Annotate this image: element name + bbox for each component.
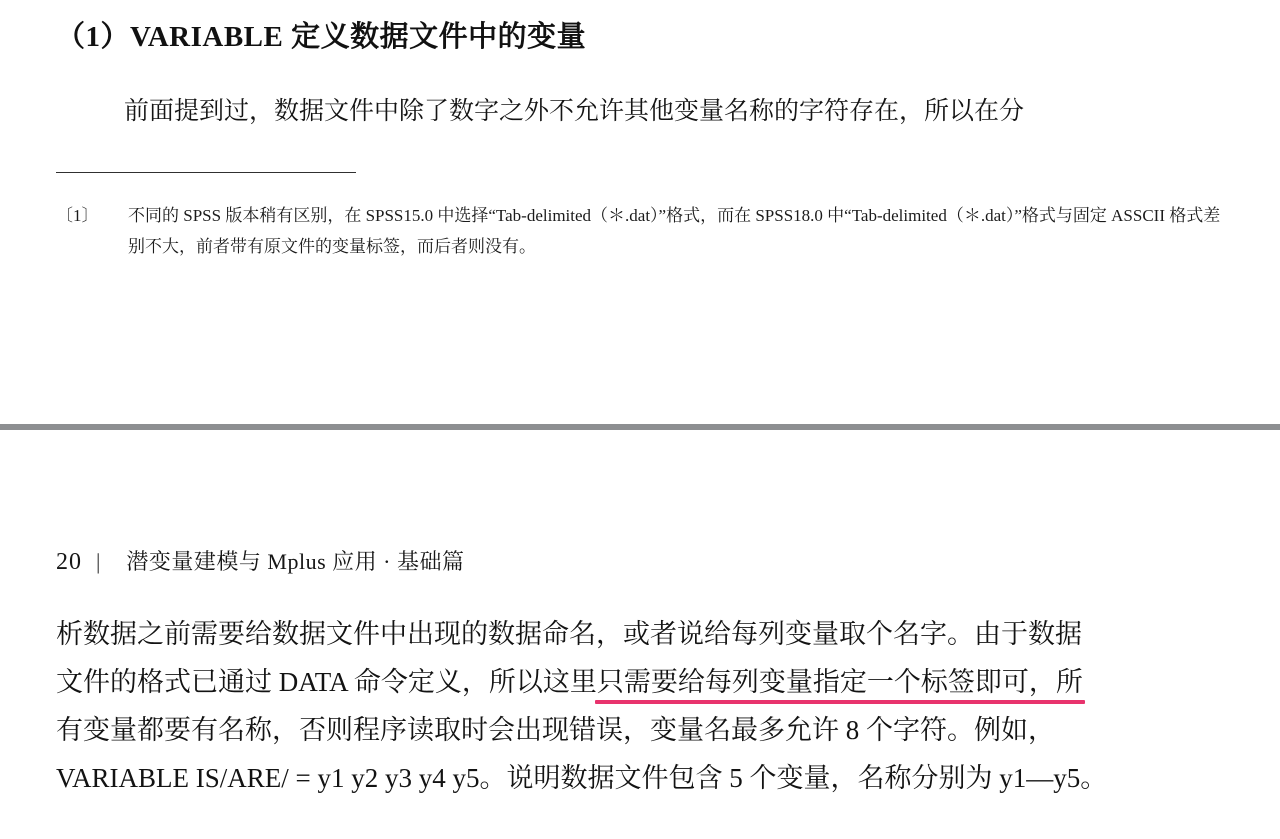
footnote-marker: 〔1〕 <box>56 206 99 225</box>
footnote <box>56 200 1226 262</box>
footnote-text: 不同的 SPSS 版本稍有区别，在 SPSS15.0 中选择“Tab-delimited（＊.dat）”格式，而在 SPSS18.0 中“Tab-delimited（＊.dat）”格式与固定 ASSCII 格式差别不大，前者带有原文件的变量标签，而后者则没有。 <box>128 206 1221 256</box>
bottom-body-text <box>56 610 1236 802</box>
running-head <box>56 545 464 576</box>
body-line-4: VARIABLE IS/ARE/ = y1 y2 y3 y4 y5。说明数据文件包含 5 个变量，名称分别为 y1—y5。 <box>56 763 1108 793</box>
body-line-2-prefix: 文件的格式已通过 DATA 命令定义，所以这里 <box>56 667 597 697</box>
highlighted-phrase: 只需要给每列变量指定一个标签即可，所 <box>596 667 1083 697</box>
top-body-paragraph: 前面提到过，数据文件中除了数字之外不允许其他变量名称的字符存在，所以在分 <box>124 98 1025 125</box>
running-head-separator: | <box>96 549 101 574</box>
running-head-title: 潜变量建模与 Mplus 应用 · 基础篇 <box>126 549 465 574</box>
footnote-separator-rule <box>56 172 356 173</box>
body-line-2 <box>56 658 1236 706</box>
section-heading: （1）VARIABLE 定义数据文件中的变量 <box>56 21 587 53</box>
bottom-page-fragment <box>0 430 1280 839</box>
body-line-1: 析数据之前需要给数据文件中出现的数据命名，或者说给每列变量取个名字。由于数据 <box>56 619 1082 649</box>
page-number: 20 <box>56 549 82 575</box>
body-line-3: 有变量都要有名称，否则程序读取时会出现错误，变量名最多允许 8 个字符。例如， <box>56 715 1055 745</box>
